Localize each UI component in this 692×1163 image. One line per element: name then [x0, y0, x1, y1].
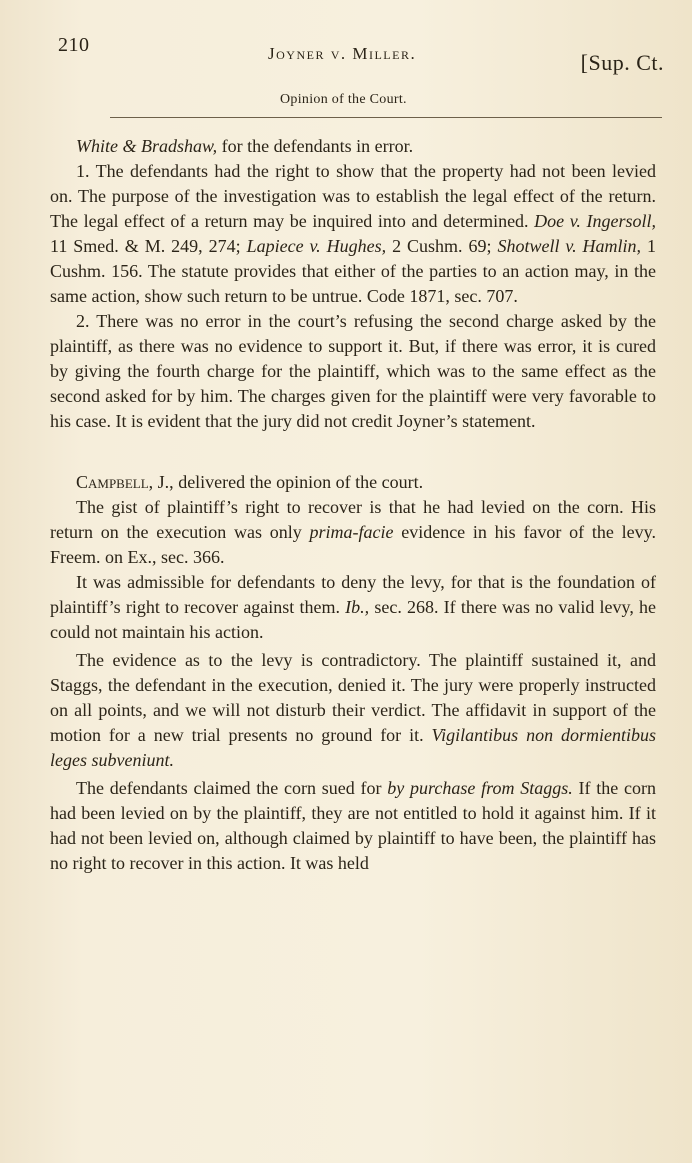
case-citation-2: Lapiece v. Hughes,	[246, 236, 387, 256]
opinion-intro	[50, 470, 656, 495]
opinion-1-italic: prima-facie	[309, 522, 394, 542]
page-number: 210	[58, 34, 90, 56]
judge-name: Campbell, J.,	[76, 472, 174, 492]
argument-1-text-b: 11 Smed. & M. 249, 274;	[50, 236, 247, 256]
opinion-4-italic: by purchase from Staggs.	[387, 778, 573, 798]
latin-maxim: Vigilantibus non dormientibus leges subveniunt.	[50, 725, 656, 770]
counsel-name: White & Bradshaw,	[76, 136, 218, 156]
opinion-paragraph-1	[50, 495, 656, 570]
argument-paragraph-1	[50, 159, 656, 309]
subheader-text: Opinion of the Court.	[280, 92, 407, 107]
opinion-2-italic: Ib.,	[345, 597, 370, 617]
opinion-intro-text: delivered the opinion of the court.	[173, 472, 424, 492]
counsel-paragraph	[50, 134, 656, 159]
argument-1-text-d: 1 Cushm. 156. The statute provides that either of the parties to an action may, in the same action, show such return to be untrue. Code 1871, sec. 707.	[50, 236, 657, 306]
opinion-3-text: The evidence as to the levy is contradictory. The plaintiff sustained it, and Staggs, the defendant in the execution, denied it. The jury were properly instructed on all points, and we will not disturb their verdict. The affidavit in support of the motion for a new trial presents no ground for it.	[50, 650, 656, 745]
opinion-2-text-a: It was admissible for defendants to deny the levy, for that is the foundation of plaintiff’s right to recover against them.	[50, 572, 656, 617]
counsel-text: for the defendants in error.	[217, 136, 414, 156]
opinion-4-text-a: The defendants claimed the corn sued for	[76, 778, 388, 798]
argument-1-text-a: 1. The defendants had the right to show that the property had not been levied on. The purpose of the investigation was to establish the legal effect of the return. The legal effect of a return may be inquired into and determined.	[50, 161, 656, 231]
case-citation-3: Shotwell v. Hamlin,	[497, 236, 642, 256]
opinion-4-text-b: If the corn had been levied on by the plaintiff, they are not entitled to hold it against him. If it had not been levied on, although claimed by plaintiff to have been, the plaintiff has no right to recover in this action. It was held	[50, 778, 657, 873]
case-citation-1: Doe v. Ingersoll,	[534, 211, 657, 231]
opinion-paragraph-4	[50, 776, 656, 876]
opinion-1-text-a: The gist of plaintiff’s right to recover is that he had levied on the corn. His return on the execution was only	[50, 497, 656, 542]
section-subheader	[110, 92, 662, 118]
opinion-paragraph-2	[50, 570, 656, 645]
court-abbreviation: [Sup. Ct.	[580, 50, 664, 75]
header-rule	[110, 117, 662, 118]
case-title: Joyner v. Miller.	[268, 44, 417, 63]
argument-paragraph-2: 2. There was no error in the court’s refusing the second charge asked by the plaintiff, as there was no evidence to support it. But, if there was error, it is cured by giving the fourth charge for the plaintiff, which was to the same effect as the second asked for by him. The charges given for the plaintiff were very favorable to his case. It is evident that the jury did not credit Joyner’s statement.	[50, 311, 656, 431]
opinion-1-text-b: evidence in his favor of the levy. Freem. on Ex., sec. 366.	[50, 522, 656, 567]
opinion-paragraph-3	[50, 648, 656, 773]
argument-1-text-c: 2 Cushm. 69;	[386, 236, 498, 256]
opinion-2-text-b: sec. 268. If there was no valid levy, he could not maintain his action.	[50, 597, 656, 642]
running-head	[58, 30, 664, 75]
body-text	[50, 134, 656, 876]
